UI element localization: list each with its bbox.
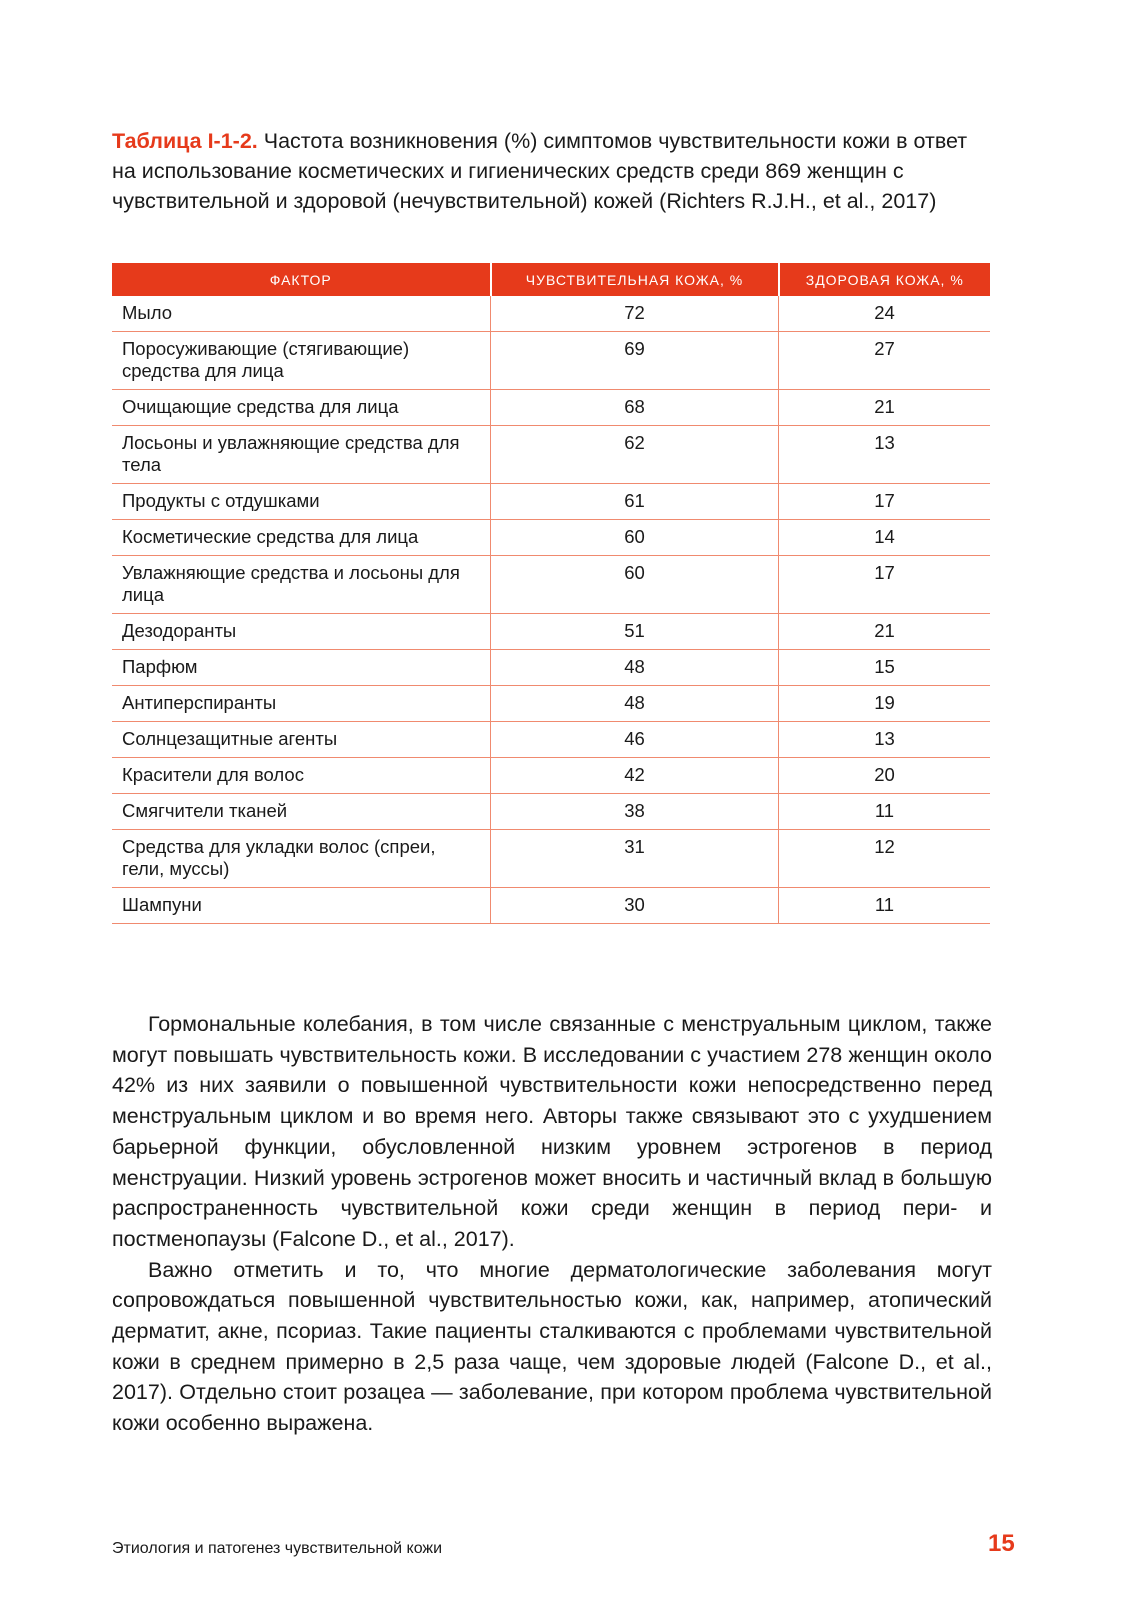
sensitive-value-cell: 48 bbox=[491, 650, 779, 686]
table-caption-text: Частота возникновения (%) симптомов чувствительности кожи в ответ на использование косметических и гигиенических средств среди 869 женщин с чувствительной и здоровой (нечувствительной) кожей (Richters R.J.H., et al., 2017) bbox=[112, 129, 968, 213]
healthy-value-cell: 11 bbox=[779, 794, 990, 830]
table-row bbox=[112, 686, 990, 722]
healthy-value-cell: 14 bbox=[779, 520, 990, 556]
factor-cell: Парфюм bbox=[112, 650, 491, 686]
table-row bbox=[112, 794, 990, 830]
healthy-value-cell: 13 bbox=[779, 426, 990, 484]
table-caption-label: Таблица I-1-2. bbox=[112, 129, 258, 153]
healthy-value-cell: 21 bbox=[779, 614, 990, 650]
table-row bbox=[112, 650, 990, 686]
healthy-value-cell: 27 bbox=[779, 332, 990, 390]
healthy-value-cell: 21 bbox=[779, 390, 990, 426]
sensitive-value-cell: 69 bbox=[491, 332, 779, 390]
sensitive-value-cell: 72 bbox=[491, 296, 779, 332]
healthy-value-cell: 12 bbox=[779, 830, 990, 888]
table-row bbox=[112, 520, 990, 556]
sensitive-value-cell: 62 bbox=[491, 426, 779, 484]
factor-cell: Косметические средства для лица bbox=[112, 520, 491, 556]
table-row bbox=[112, 722, 990, 758]
factor-cell: Средства для укладки волос (спреи, гели, муссы) bbox=[112, 830, 491, 888]
table-row bbox=[112, 614, 990, 650]
table-row bbox=[112, 390, 990, 426]
sensitive-value-cell: 68 bbox=[491, 390, 779, 426]
sensitive-value-cell: 30 bbox=[491, 888, 779, 924]
factor-cell: Красители для волос bbox=[112, 758, 491, 794]
sensitive-value-cell: 60 bbox=[491, 556, 779, 614]
healthy-value-cell: 13 bbox=[779, 722, 990, 758]
factor-cell: Очищающие средства для лица bbox=[112, 390, 491, 426]
table-caption bbox=[112, 126, 992, 216]
table-row bbox=[112, 426, 990, 484]
healthy-value-cell: 20 bbox=[779, 758, 990, 794]
sensitive-value-cell: 31 bbox=[491, 830, 779, 888]
table-row bbox=[112, 556, 990, 614]
table-body bbox=[112, 296, 990, 924]
factor-cell: Мыло bbox=[112, 296, 491, 332]
table-row bbox=[112, 296, 990, 332]
sensitive-value-cell: 46 bbox=[491, 722, 779, 758]
data-table bbox=[112, 263, 990, 924]
factor-cell: Продукты с отдушками bbox=[112, 484, 491, 520]
header-healthy: ЗДОРОВАЯ КОЖА, % bbox=[779, 263, 990, 296]
sensitive-value-cell: 38 bbox=[491, 794, 779, 830]
table-row bbox=[112, 888, 990, 924]
healthy-value-cell: 19 bbox=[779, 686, 990, 722]
healthy-value-cell: 17 bbox=[779, 556, 990, 614]
factor-cell: Антиперспиранты bbox=[112, 686, 491, 722]
header-factor: ФАКТОР bbox=[112, 263, 491, 296]
sensitive-value-cell: 61 bbox=[491, 484, 779, 520]
factor-cell: Шампуни bbox=[112, 888, 491, 924]
healthy-value-cell: 11 bbox=[779, 888, 990, 924]
running-footer-title: Этиология и патогенез чувствительной кожи bbox=[112, 1540, 443, 1557]
factor-cell: Смягчители тканей bbox=[112, 794, 491, 830]
sensitive-value-cell: 48 bbox=[491, 686, 779, 722]
table-row bbox=[112, 484, 990, 520]
paragraph: Важно отметить и то, что многие дерматологические заболевания могут сопровождаться повышенной чувствительностью кожи, как, например, атопический дерматит, акне, псориаз. Такие пациенты сталкиваются с проблемами чувствительной кожи в среднем примерно в 2,5 раза чаще, чем здоровые людей (Falcone D., et al., 2017). Отдельно стоит розацеа — заболевание, при котором проблема чувствительной кожи особенно выражена. bbox=[112, 1257, 992, 1436]
header-sensitive: ЧУВСТВИТЕЛЬНАЯ КОЖА, % bbox=[491, 263, 779, 296]
healthy-value-cell: 24 bbox=[779, 296, 990, 332]
factor-cell: Увлажняющие средства и лосьоны для лица bbox=[112, 556, 491, 614]
body-text bbox=[112, 1009, 992, 1439]
healthy-value-cell: 17 bbox=[779, 484, 990, 520]
factor-cell: Поросуживающие (стягивающие) средства для лица bbox=[112, 332, 491, 390]
page-number: 15 bbox=[988, 1530, 1015, 1557]
table-row bbox=[112, 758, 990, 794]
sensitive-value-cell: 60 bbox=[491, 520, 779, 556]
table-header-row bbox=[112, 263, 990, 296]
factor-cell: Дезодоранты bbox=[112, 614, 491, 650]
table-row bbox=[112, 830, 990, 888]
factor-cell: Солнцезащитные агенты bbox=[112, 722, 491, 758]
sensitive-value-cell: 42 bbox=[491, 758, 779, 794]
table-row bbox=[112, 332, 990, 390]
sensitive-value-cell: 51 bbox=[491, 614, 779, 650]
factor-cell: Лосьоны и увлажняющие средства для тела bbox=[112, 426, 491, 484]
paragraph: Гормональные колебания, в том числе связанные с менструальным циклом, также могут повышать чувствительность кожи. В исследовании с участием 278 женщин около 42% из них заявили о повышенной чувствительности кожи непосредственно перед менструальным циклом и во время него. Авторы также связывают это с ухудшением барьерной функции, обусловленной низким уровнем эстрогенов в период менструации. Низкий уровень эстрогенов может вносить и частичный вклад в большую распространенность чувствительной кожи среди женщин в период пери- и постменопаузы (Falcone D., et al., 2017). bbox=[112, 1012, 992, 1251]
healthy-value-cell: 15 bbox=[779, 650, 990, 686]
